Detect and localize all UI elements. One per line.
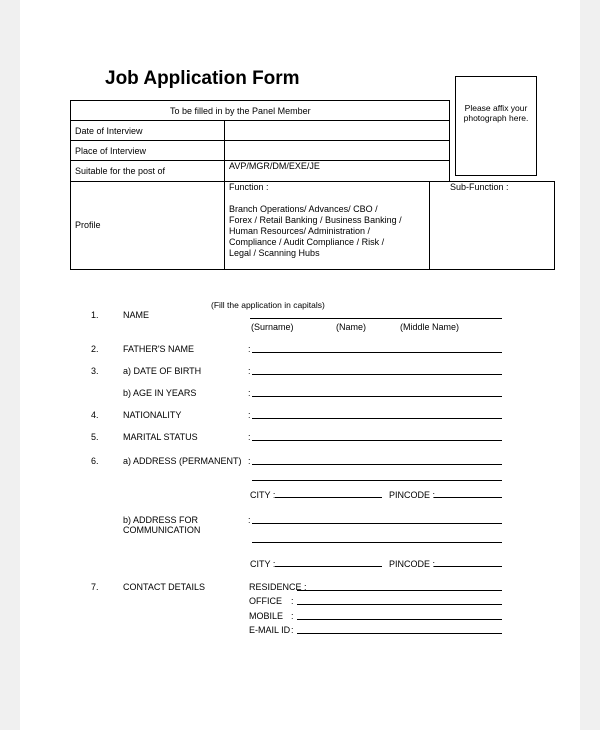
permanent-pincode-input[interactable] [434, 497, 502, 498]
age-input[interactable] [252, 396, 502, 397]
colon: : [291, 611, 294, 621]
colon: : [248, 432, 251, 442]
name-input-line[interactable] [250, 318, 502, 319]
suitable-post-label: Suitable for the post of [75, 166, 166, 176]
photo-box: Please affix your photograph here. [455, 76, 537, 176]
communication-city-input[interactable] [275, 566, 382, 567]
row-divider [70, 140, 450, 141]
middle-name-caption: (Middle Name) [400, 322, 460, 332]
nationality-input[interactable] [252, 418, 502, 419]
colon: : [291, 625, 294, 635]
colon: : [248, 366, 251, 376]
colon: : [248, 410, 251, 420]
col-divider [429, 181, 430, 270]
email-label: E-MAIL ID [249, 625, 291, 635]
surname-caption: (Surname) [251, 322, 294, 332]
function-option: Legal / Scanning Hubs [229, 248, 320, 258]
fathers-name-label: FATHER'S NAME [123, 344, 195, 354]
office-phone-input[interactable] [297, 604, 502, 605]
colon: : [248, 388, 251, 398]
item-number: 2. [91, 344, 99, 354]
col-divider [224, 120, 225, 182]
email-input[interactable] [297, 633, 502, 634]
item-number: 6. [91, 456, 99, 466]
communication-address-line-2[interactable] [252, 542, 502, 543]
marital-status-input[interactable] [252, 440, 502, 441]
nationality-label: NATIONALITY [123, 410, 182, 420]
dob-label: a) DATE OF BIRTH [123, 366, 202, 376]
permanent-city-input[interactable] [275, 497, 382, 498]
row-divider [70, 120, 450, 121]
contact-details-label: CONTACT DETAILS [123, 582, 206, 592]
name-label: NAME [123, 310, 150, 320]
item-number: 7. [91, 582, 99, 592]
page-title: Job Application Form [105, 68, 300, 89]
subfunction-label: Sub-Function : [450, 182, 509, 192]
col-divider [224, 181, 225, 270]
communication-address-line-1[interactable] [252, 523, 502, 524]
item-number: 5. [91, 432, 99, 442]
name-caption: (Name) [336, 322, 367, 332]
office-label: OFFICE [249, 596, 282, 606]
item-number: 3. [91, 366, 99, 376]
marital-status-label: MARITAL STATUS [123, 432, 198, 442]
communication-pincode-input[interactable] [434, 566, 502, 567]
colon: : [248, 515, 251, 525]
age-label: b) AGE IN YEARS [123, 388, 197, 398]
function-option: Compliance / Audit Compliance / Risk / [229, 237, 385, 247]
item-number: 4. [91, 410, 99, 420]
item-number: 1. [91, 310, 99, 320]
mobile-input[interactable] [297, 619, 502, 620]
city-label: CITY : [250, 559, 276, 569]
capitals-instruction: (Fill the application in capitals) [211, 300, 325, 310]
function-label: Function : [229, 182, 269, 192]
mobile-label: MOBILE [249, 611, 284, 621]
place-of-interview-label: Place of Interview [75, 146, 147, 156]
communication-address-label: b) ADDRESS FOR [123, 515, 199, 525]
form-page [20, 0, 580, 730]
permanent-address-label: a) ADDRESS (PERMANENT) [123, 456, 242, 466]
communication-address-label-2: COMMUNICATION [123, 525, 201, 535]
colon: : [248, 344, 251, 354]
function-option: Branch Operations/ Advances/ CBO / [229, 204, 378, 214]
panel-header: To be filled in by the Panel Member [170, 106, 311, 116]
city-label: CITY : [250, 490, 276, 500]
residence-label: RESIDENCE : [249, 582, 307, 592]
profile-label: Profile [75, 220, 101, 230]
function-option: Forex / Retail Banking / Business Banking / [229, 215, 402, 225]
dob-input[interactable] [252, 374, 502, 375]
colon: : [291, 596, 294, 606]
pincode-label: PINCODE : [389, 490, 436, 500]
function-option: Human Resources/ Administration / [229, 226, 371, 236]
post-options: AVP/MGR/DM/EXE/JE [229, 161, 320, 171]
pincode-label: PINCODE : [389, 559, 436, 569]
permanent-address-line-1[interactable] [252, 464, 502, 465]
permanent-address-line-2[interactable] [252, 480, 502, 481]
fathers-name-input[interactable] [252, 352, 502, 353]
residence-phone-input[interactable] [297, 590, 502, 591]
colon: : [248, 456, 251, 466]
date-of-interview-label: Date of Interview [75, 126, 143, 136]
